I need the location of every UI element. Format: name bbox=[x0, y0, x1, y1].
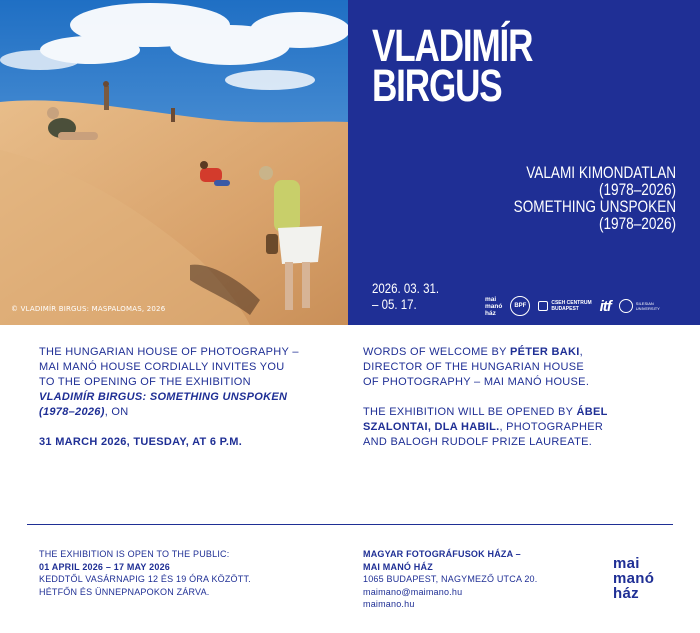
divider bbox=[27, 524, 673, 525]
title-hungarian: VALAMI KIMONDATLAN bbox=[526, 163, 676, 182]
itf-logo: itf bbox=[599, 297, 611, 315]
opening-speaker: ÁBEL bbox=[576, 406, 608, 418]
invitation-left: THE HUNGARIAN HOUSE OF PHOTOGRAPHY – MAI MANÓ HOUSE CORDIALLY INVITES YOU TO THE OPENING OF THE EXHIBITION VLADIMÍR BIRGUS: SOMETHING UNSPOKEN (1978–2026), ON 31 MARCH 2026, TUESDAY, AT 6 P.M. bbox=[39, 346, 299, 448]
venue-address: 1065 BUDAPEST, NAGYMEZŐ UTCA 20. bbox=[363, 574, 538, 584]
venue-name: MAGYAR FOTOGRÁFUSOK HÁZA – bbox=[363, 549, 521, 559]
photo-credit: © VLADIMÍR BIRGUS: MASPALOMAS, 2026 bbox=[11, 305, 166, 313]
czech-centre-logo: CSEH CENTRUM BUDAPEST bbox=[538, 300, 591, 312]
artist-name bbox=[372, 20, 533, 111]
venue-contact: MAGYAR FOTOGRÁFUSOK HÁZA – MAI MANÓ HÁZ 1065 BUDAPEST, NAGYMEZŐ UTCA 20. maimano@maimano.hu maimano.hu bbox=[363, 549, 538, 609]
university-seal-icon bbox=[619, 299, 633, 313]
dune-photo-illustration bbox=[0, 0, 348, 325]
silesian-university-logo: SILESIAN UNIVERSITY bbox=[619, 299, 660, 313]
figure-distant-2 bbox=[171, 108, 175, 122]
exhibition-period: 01 APRIL 2026 – 17 MAY 2026 bbox=[39, 561, 170, 572]
invite-artist-name: VLADIMÍR BIRGUS bbox=[39, 391, 143, 403]
partner-logos bbox=[485, 294, 660, 318]
czech-centre-mark-icon bbox=[538, 301, 548, 311]
title-english: SOMETHING UNSPOKEN bbox=[513, 197, 676, 216]
mai-mano-haz-footer-logo: mai manó ház bbox=[613, 555, 655, 602]
exhibition-dates bbox=[372, 280, 439, 312]
welcome-speaker: PÉTER BAKI bbox=[509, 346, 580, 358]
dates-start: 2026. 03. 31. bbox=[372, 280, 440, 296]
title-panel bbox=[348, 0, 700, 325]
dates-end: – 05. 17. bbox=[372, 296, 417, 312]
title-english-years: (1978–2026) bbox=[598, 214, 676, 233]
title-hungarian-years: (1978–2026) bbox=[598, 180, 676, 199]
mai-mano-haz-logo: mai manó ház bbox=[485, 295, 503, 317]
artist-last-name: BIRGUS bbox=[372, 60, 502, 111]
exhibition-photo bbox=[0, 0, 348, 325]
opening-date: 31 MARCH 2026, TUESDAY, AT 6 P.M. bbox=[39, 436, 243, 448]
bpf-logo: BPF bbox=[510, 296, 530, 316]
email-link[interactable]: maimano@maimano.hu bbox=[363, 586, 463, 597]
website-link[interactable]: maimano.hu bbox=[363, 599, 415, 609]
exhibition-title bbox=[514, 164, 676, 232]
opening-hours: THE EXHIBITION IS OPEN TO THE PUBLIC: 01 APRIL 2026 – 17 MAY 2026 KEDDTŐL VASÁRNAPIG 12 ÉS 19 ÓRA KÖZÖTT. HÉTFŐN ÉS ÜNNEPNAPOKON ZÁRVA. bbox=[39, 549, 251, 597]
artist-first-name: VLADIMÍR bbox=[372, 20, 533, 71]
invitation-right: WORDS OF WELCOME BY PÉTER BAKI, DIRECTOR OF THE HUNGARIAN HOUSE OF PHOTOGRAPHY – MAI MANÓ HOUSE. THE EXHIBITION WILL BE OPENED BY ÁBEL SZALONTAI, DLA HABIL., PHOTOGRAPHER AND BALOGH RUDOLF PRIZE LAUREATE. bbox=[363, 346, 608, 448]
